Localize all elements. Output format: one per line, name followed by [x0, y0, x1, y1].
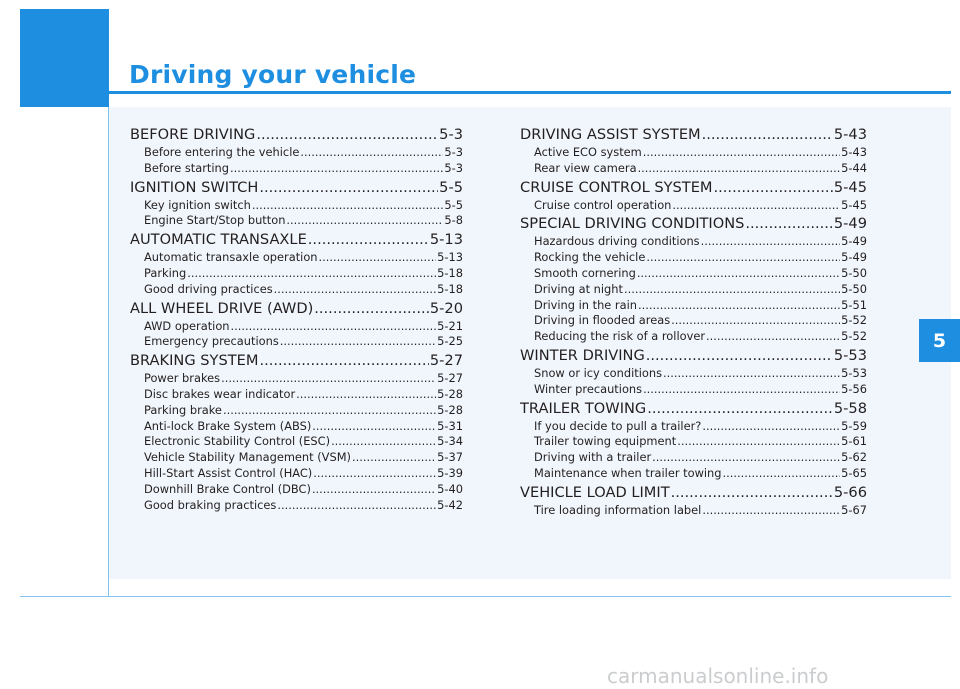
toc-section-entry[interactable]: [130, 350, 463, 371]
toc-leader-dots: [706, 329, 840, 345]
toc-entry-label: Key ignition switch: [144, 197, 251, 212]
toc-entry-page: 5-42: [437, 497, 463, 512]
toc-entry-label: Trailer towing equipment: [534, 434, 677, 449]
toc-entry-label: Downhill Brake Control (DBC): [144, 481, 311, 496]
toc-entry-page: 5-45: [833, 178, 867, 196]
toc-entry-label: TRAILER TOWING: [520, 399, 647, 417]
toc-sub-entry[interactable]: [520, 234, 867, 250]
toc-sub-entry[interactable]: [130, 450, 463, 466]
toc-sub-entry[interactable]: [130, 319, 463, 335]
toc-leader-dots: [223, 403, 436, 419]
toc-entry-page: 5-53: [841, 365, 867, 380]
toc-entry-page: 5-44: [841, 160, 867, 175]
toc-entry-label: Winter precautions: [534, 381, 643, 396]
toc-entry-label: Vehicle Stability Management (VSM): [144, 450, 351, 465]
toc-section-entry[interactable]: [520, 124, 867, 145]
toc-entry-page: 5-50: [841, 281, 867, 296]
toc-entry-label: SPECIAL DRIVING CONDITIONS: [520, 215, 745, 233]
toc-sub-entry[interactable]: [520, 313, 867, 329]
toc-column-right: [520, 124, 867, 519]
toc-sub-entry[interactable]: [130, 145, 463, 161]
toc-entry-page: 5-8: [444, 213, 463, 228]
toc-entry-page: 5-52: [841, 329, 867, 344]
toc-section-entry[interactable]: [130, 229, 463, 250]
toc-entry-page: 5-45: [841, 197, 867, 212]
toc-leader-dots: [643, 145, 840, 161]
toc-leader-dots: [300, 145, 443, 161]
toc-section-entry[interactable]: [520, 177, 867, 198]
toc-leader-dots: [646, 250, 840, 266]
title-underline: [109, 91, 951, 94]
toc-leader-dots: [646, 345, 833, 366]
toc-entry-page: 5-40: [437, 481, 463, 496]
toc-sub-entry[interactable]: [130, 466, 463, 482]
toc-leader-dots: [702, 419, 840, 435]
toc-entry-page: 5-3: [444, 160, 463, 175]
toc-leader-dots: [252, 198, 444, 214]
toc-sub-entry[interactable]: [520, 366, 867, 382]
toc-section-entry[interactable]: [130, 124, 463, 145]
toc-leader-dots: [672, 198, 840, 214]
toc-entry-page: 5-53: [833, 346, 867, 364]
toc-entry-page: 5-37: [437, 450, 463, 465]
toc-entry-page: 5-27: [429, 352, 463, 370]
toc-sub-entry[interactable]: [520, 198, 867, 214]
toc-section-entry[interactable]: [520, 345, 867, 366]
toc-leader-dots: [671, 313, 840, 329]
toc-entry-label: Reducing the risk of a rollover: [534, 329, 706, 344]
toc-entry-page: 5-58: [833, 399, 867, 417]
toc-sub-entry[interactable]: [130, 403, 463, 419]
toc-entry-label: WINTER DRIVING: [520, 346, 645, 364]
toc-entry-label: Good braking practices: [144, 497, 277, 512]
toc-sub-entry[interactable]: [130, 266, 463, 282]
left-margin-rule: [108, 107, 109, 596]
toc-leader-dots: [671, 482, 833, 503]
toc-leader-dots: [701, 234, 841, 250]
toc-sub-entry[interactable]: [130, 334, 463, 350]
toc-entry-label: Before entering the vehicle: [144, 145, 300, 159]
toc-leader-dots: [745, 213, 832, 234]
toc-entry-label: Cruise control operation: [534, 197, 672, 212]
toc-entry-page: 5-39: [437, 465, 463, 480]
toc-entry-page: 5-20: [429, 299, 463, 317]
toc-sub-entry[interactable]: [520, 329, 867, 345]
toc-entry-label: Rear view camera: [534, 160, 637, 175]
toc-sub-entry[interactable]: [520, 419, 867, 435]
toc-entry-label: BEFORE DRIVING: [130, 126, 256, 143]
toc-sub-entry[interactable]: [130, 371, 463, 387]
toc-entry-page: 5-28: [437, 402, 463, 417]
toc-entry-label: CRUISE CONTROL SYSTEM: [520, 178, 713, 196]
toc-entry-page: 5-13: [437, 250, 463, 265]
toc-sub-entry[interactable]: [520, 434, 867, 450]
toc-entry-page: 5-3: [439, 126, 463, 143]
toc-sub-entry[interactable]: [130, 419, 463, 435]
toc-leader-dots: [314, 298, 429, 319]
toc-entry-page: 5-3: [444, 145, 463, 159]
toc-entry-page: 5-5: [439, 178, 463, 196]
toc-section-entry[interactable]: [130, 298, 463, 319]
toc-entry-page: 5-65: [841, 465, 867, 480]
toc-entry-label: Rocking the vehicle: [534, 250, 646, 265]
toc-leader-dots: [663, 366, 840, 382]
toc-entry-label: ALL WHEEL DRIVE (AWD): [130, 299, 314, 317]
toc-entry-page: 5-43: [833, 126, 867, 143]
toc-leader-dots: [256, 124, 438, 145]
toc-leader-dots: [647, 398, 833, 419]
toc-section-entry[interactable]: [520, 482, 867, 503]
toc-sub-entry[interactable]: [520, 382, 867, 398]
toc-leader-dots: [352, 450, 436, 466]
toc-entry-label: Maintenance when trailer towing: [534, 465, 722, 480]
toc-leader-dots: [702, 124, 833, 145]
toc-entry-page: 5-59: [841, 418, 867, 433]
toc-leader-dots: [280, 334, 436, 350]
bottom-rule: [20, 596, 951, 597]
toc-entry-page: 5-13: [429, 231, 463, 249]
toc-leader-dots: [702, 503, 840, 519]
toc-column-left: [130, 124, 463, 513]
toc-entry-label: Snow or icy conditions: [534, 365, 663, 380]
toc-sub-entry[interactable]: [130, 387, 463, 403]
toc-entry-page: 5-52: [841, 313, 867, 328]
toc-sub-entry[interactable]: [130, 213, 463, 229]
toc-entry-page: 5-31: [437, 418, 463, 433]
toc-leader-dots: [313, 466, 436, 482]
toc-leader-dots: [652, 450, 840, 466]
toc-sub-entry[interactable]: [130, 161, 463, 177]
toc-entry-label: Before starting: [144, 160, 230, 175]
toc-entry-label: Parking brake: [144, 402, 222, 417]
toc-entry-page: 5-18: [437, 265, 463, 280]
toc-leader-dots: [312, 482, 436, 498]
toc-entry-label: VEHICLE LOAD LIMIT: [520, 483, 670, 501]
toc-entry-page: 5-18: [437, 281, 463, 296]
toc-leader-dots: [230, 161, 443, 177]
toc-leader-dots: [638, 298, 840, 314]
toc-sub-entry[interactable]: [130, 250, 463, 266]
toc-sub-entry[interactable]: [130, 498, 463, 514]
toc-sub-entry[interactable]: [520, 161, 867, 177]
toc-entry-label: DRIVING ASSIST SYSTEM: [520, 126, 701, 143]
watermark: carmanualsonline.info: [607, 664, 829, 688]
toc-entry-page: 5-50: [841, 265, 867, 280]
toc-section-entry[interactable]: [130, 177, 463, 198]
toc-leader-dots: [714, 177, 833, 198]
toc-entry-label: Active ECO system: [534, 145, 642, 159]
toc-sub-entry[interactable]: [520, 282, 867, 298]
header-blue-block: [20, 9, 109, 107]
toc-entry-label: Driving in flooded areas: [534, 313, 671, 328]
toc-sub-entry[interactable]: [520, 250, 867, 266]
toc-sub-entry[interactable]: [520, 145, 867, 161]
toc-leader-dots: [308, 229, 429, 250]
toc-sub-entry[interactable]: [520, 466, 867, 482]
toc-entry-label: Power brakes: [144, 371, 221, 386]
toc-entry-label: Driving at night: [534, 281, 623, 296]
toc-entry-label: AWD operation: [144, 318, 230, 333]
toc-entry-label: Disc brakes wear indicator: [144, 386, 296, 401]
toc-sub-entry[interactable]: [130, 434, 463, 450]
toc-entry-page: 5-56: [841, 381, 867, 396]
toc-leader-dots: [187, 266, 436, 282]
toc-leader-dots: [723, 466, 841, 482]
toc-entry-label: Good driving practices: [144, 281, 273, 296]
toc-entry-page: 5-61: [841, 434, 867, 449]
toc-leader-dots: [331, 434, 436, 450]
toc-entry-page: 5-27: [437, 371, 463, 386]
toc-entry-label: Hill-Start Assist Control (HAC): [144, 465, 313, 480]
toc-section-entry[interactable]: [520, 213, 867, 234]
toc-entry-label: Electronic Stability Control (ESC): [144, 434, 331, 449]
toc-entry-page: 5-67: [841, 502, 867, 517]
toc-entry-label: Tire loading information label: [534, 502, 702, 517]
toc-entry-label: Driving in the rain: [534, 297, 637, 312]
toc-leader-dots: [221, 371, 436, 387]
toc-entry-label: Anti-lock Brake System (ABS): [144, 418, 312, 433]
toc-sub-entry[interactable]: [520, 450, 867, 466]
toc-leader-dots: [286, 213, 443, 229]
toc-leader-dots: [277, 498, 436, 514]
toc-leader-dots: [296, 387, 436, 403]
toc-leader-dots: [677, 434, 840, 450]
toc-sub-entry[interactable]: [130, 282, 463, 298]
toc-entry-label: Hazardous driving conditions: [534, 234, 700, 249]
toc-entry-label: BRAKING SYSTEM: [130, 352, 259, 370]
toc-entry-label: If you decide to pull a trailer?: [534, 418, 702, 433]
toc-section-entry[interactable]: [520, 398, 867, 419]
toc-entry-label: Smooth cornering: [534, 265, 636, 280]
toc-leader-dots: [312, 419, 436, 435]
toc-entry-page: 5-49: [841, 234, 867, 249]
toc-leader-dots: [231, 319, 437, 335]
toc-sub-entry[interactable]: [520, 298, 867, 314]
toc-entry-page: 5-5: [444, 197, 463, 212]
toc-entry-label: Automatic transaxle operation: [144, 250, 318, 265]
toc-leader-dots: [624, 282, 840, 298]
toc-leader-dots: [319, 250, 437, 266]
toc-entry-page: 5-28: [437, 386, 463, 401]
toc-entry-label: AUTOMATIC TRANSAXLE: [130, 231, 307, 249]
toc-entry-page: 5-51: [841, 297, 867, 312]
toc-leader-dots: [638, 161, 841, 177]
toc-entry-page: 5-66: [833, 483, 867, 501]
toc-sub-entry[interactable]: [520, 266, 867, 282]
toc-entry-label: Driving with a trailer: [534, 450, 652, 465]
toc-entry-label: Emergency precautions: [144, 334, 279, 349]
toc-leader-dots: [643, 382, 840, 398]
toc-leader-dots: [259, 177, 438, 198]
toc-leader-dots: [637, 266, 840, 282]
toc-entry-page: 5-34: [437, 434, 463, 449]
toc-entry-page: 5-21: [437, 318, 463, 333]
toc-leader-dots: [259, 350, 428, 371]
toc-entry-page: 5-25: [437, 334, 463, 349]
toc-entry-page: 5-49: [841, 250, 867, 265]
toc-sub-entry[interactable]: [130, 482, 463, 498]
toc-sub-entry[interactable]: [520, 503, 867, 519]
toc-entry-label: Engine Start/Stop button: [144, 213, 286, 228]
chapter-tab[interactable]: 5: [919, 319, 960, 362]
toc-entry-label: Parking: [144, 265, 187, 280]
page-title: Driving your vehicle: [129, 60, 417, 89]
toc-entry-page: 5-43: [841, 145, 867, 159]
toc-sub-entry[interactable]: [130, 198, 463, 214]
toc-leader-dots: [274, 282, 436, 298]
toc-entry-label: IGNITION SWITCH: [130, 178, 259, 196]
toc-entry-page: 5-62: [841, 450, 867, 465]
toc-entry-page: 5-49: [833, 215, 867, 233]
